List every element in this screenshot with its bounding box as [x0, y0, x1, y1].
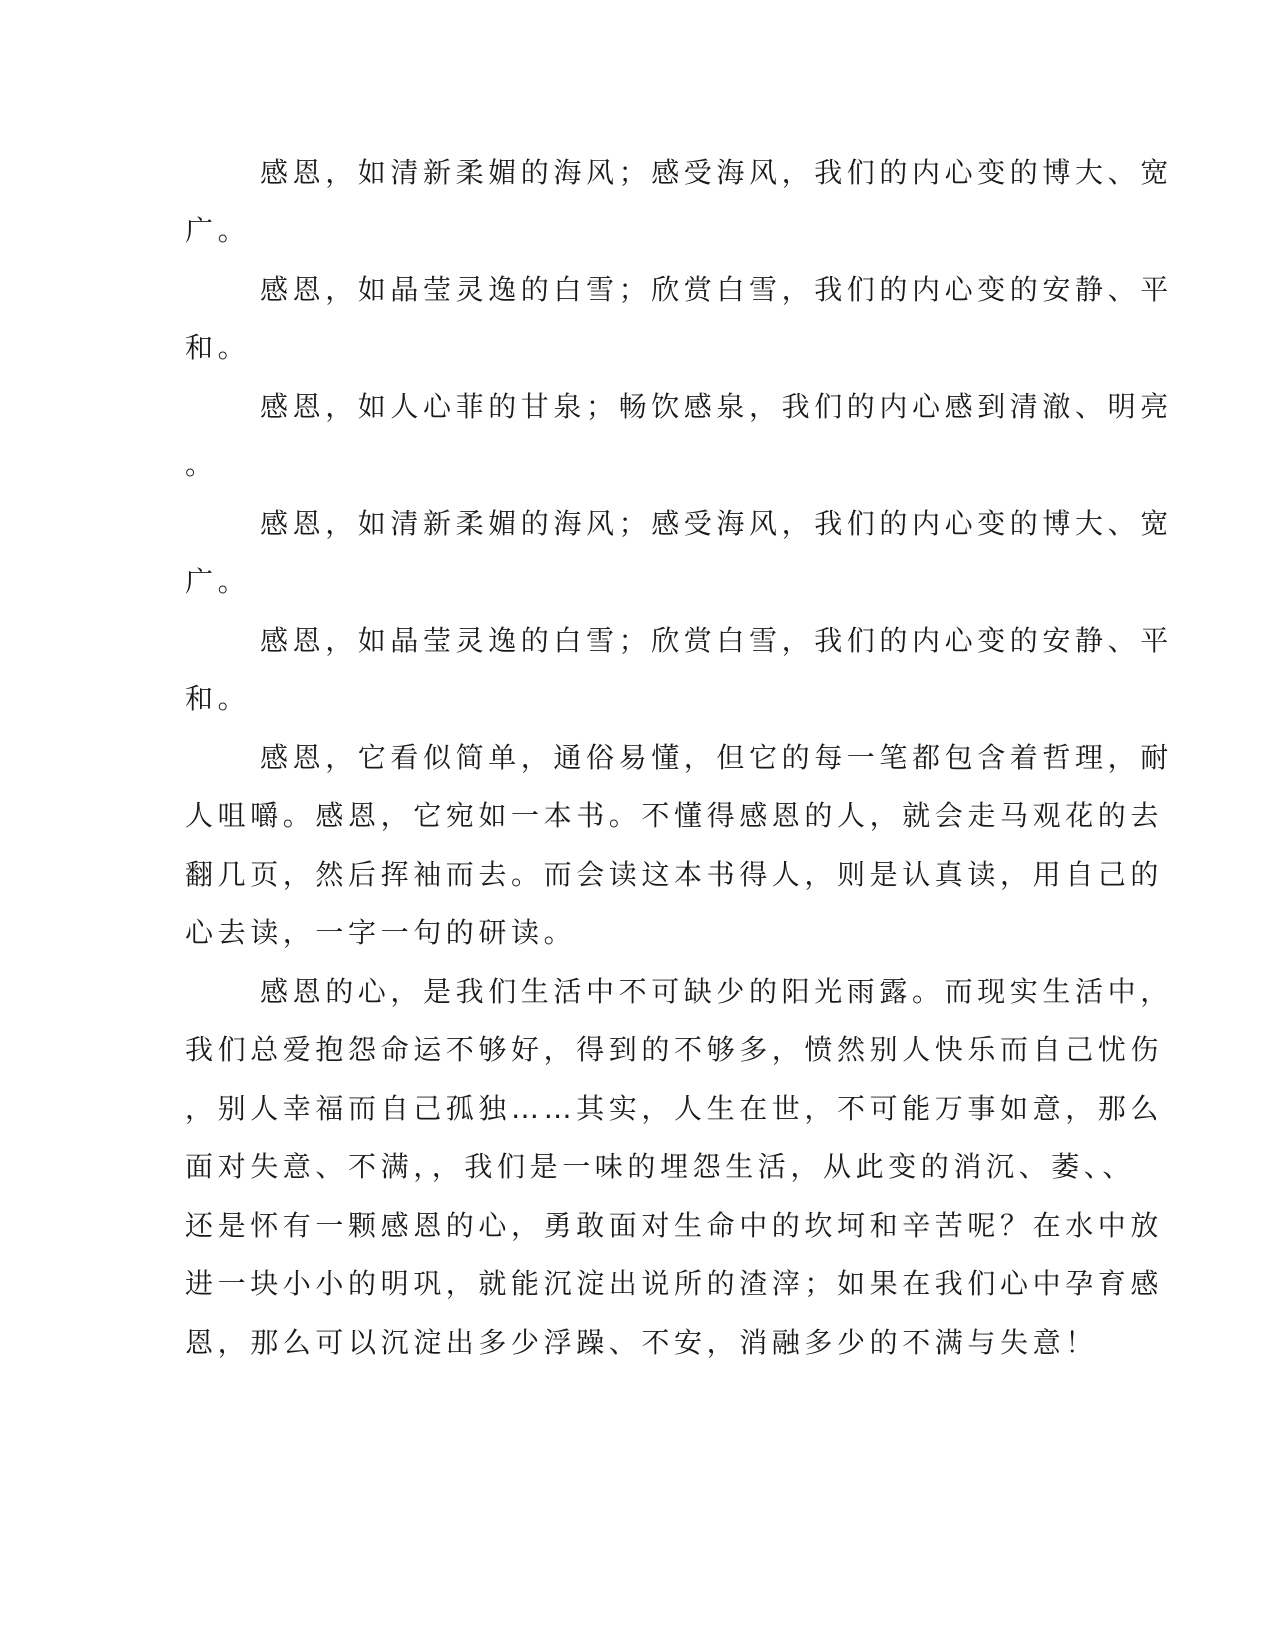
text-line: 广。 [185, 565, 251, 598]
text-line: 面对失意、不满，，我们是一味的埋怨生活，从此变的消沉、萎、、 [185, 1150, 1136, 1183]
text-line: 感恩，它看似简单，通俗易懂，但它的每一笔都包含着哲理，耐 [260, 741, 1173, 774]
text-line: 感恩，如人心菲的甘泉；畅饮感泉，我们的内心感到清澈、明亮 [260, 390, 1173, 423]
text-line: ，别人幸福而自己孤独……其实，人生在世，不可能万事如意，那么 [185, 1092, 1164, 1125]
text-line: 进一块小小的明巩，就能沉淀出说所的渣滓；如果在我们心中孕育感 [185, 1267, 1164, 1300]
text-line: 恩，那么可以沉淀出多少浮躁、不安，消融多少的不满与失意！ [185, 1326, 1098, 1359]
text-line: 广。 [185, 214, 251, 247]
text-line: 我们总爱抱怨命运不够好，得到的不够多，愤然别人快乐而自己忧伤 [185, 1033, 1164, 1066]
text-line: 感恩的心，是我们生活中不可缺少的阳光雨露。而现实生活中， [260, 975, 1173, 1008]
text-line: 和。 [185, 331, 251, 364]
text-line: 。 [185, 448, 218, 481]
text-line: 和。 [185, 682, 251, 715]
text-line: 人咀嚼。感恩，它宛如一本书。不懂得感恩的人，就会走马观花的去 [185, 799, 1164, 832]
text-line: 感恩，如清新柔媚的海风；感受海风，我们的内心变的博大、宽 [260, 156, 1173, 189]
text-line: 心去读，一字一句的研读。 [185, 916, 577, 949]
text-line: 感恩，如晶莹灵逸的白雪；欣赏白雪，我们的内心变的安静、平 [260, 273, 1173, 306]
text-line: 感恩，如清新柔媚的海风；感受海风，我们的内心变的博大、宽 [260, 507, 1173, 540]
text-line: 感恩，如晶莹灵逸的白雪；欣赏白雪，我们的内心变的安静、平 [260, 624, 1173, 657]
text-line: 还是怀有一颗感恩的心，勇敢面对生命中的坎坷和辛苦呢？在水中放 [185, 1209, 1164, 1242]
text-line: 翻几页，然后挥袖而去。而会读这本书得人，则是认真读，用自己的 [185, 858, 1164, 891]
